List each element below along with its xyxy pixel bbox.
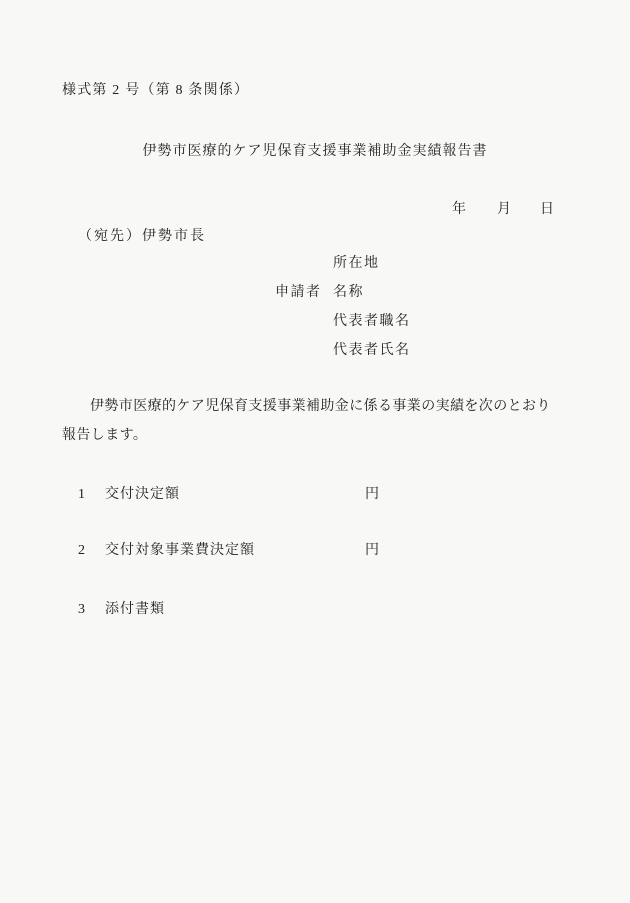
- item-row-1: [0, 485, 630, 505]
- addressee: （宛先）伊勢市長: [78, 229, 206, 244]
- body-paragraph-line2: 報告します。: [62, 428, 148, 443]
- applicant-field-name: 名称: [333, 285, 364, 300]
- item-row-3: [0, 600, 630, 620]
- item-3-number: 3: [78, 602, 86, 617]
- date-month-label: 月: [497, 202, 512, 217]
- item-row-2: [0, 541, 630, 561]
- applicant-field-rep-name: 代表者氏名: [333, 343, 411, 358]
- item-2-number: 2: [78, 543, 86, 558]
- date-day-label: 日: [540, 202, 555, 217]
- body-paragraph-line1: 伊勢市医療的ケア児保育支援事業補助金に係る事業の実績を次のとおり: [90, 399, 551, 414]
- applicant-field-address: 所在地: [333, 256, 380, 271]
- date-year-label: 年: [452, 202, 467, 217]
- item-1-number: 1: [78, 487, 86, 502]
- applicant-label: 申請者: [275, 285, 322, 300]
- item-2-unit: 円: [365, 543, 380, 558]
- item-2-label: 交付対象事業費決定額: [105, 543, 255, 558]
- item-3-label: 添付書類: [105, 602, 165, 617]
- form-number: 様式第 2 号（第 8 条関係）: [62, 83, 250, 98]
- item-1-label: 交付決定額: [105, 487, 180, 502]
- document-title: 伊勢市医療的ケア児保育支援事業補助金実績報告書: [142, 144, 488, 159]
- applicant-field-rep-title: 代表者職名: [333, 314, 411, 329]
- item-1-unit: 円: [365, 487, 380, 502]
